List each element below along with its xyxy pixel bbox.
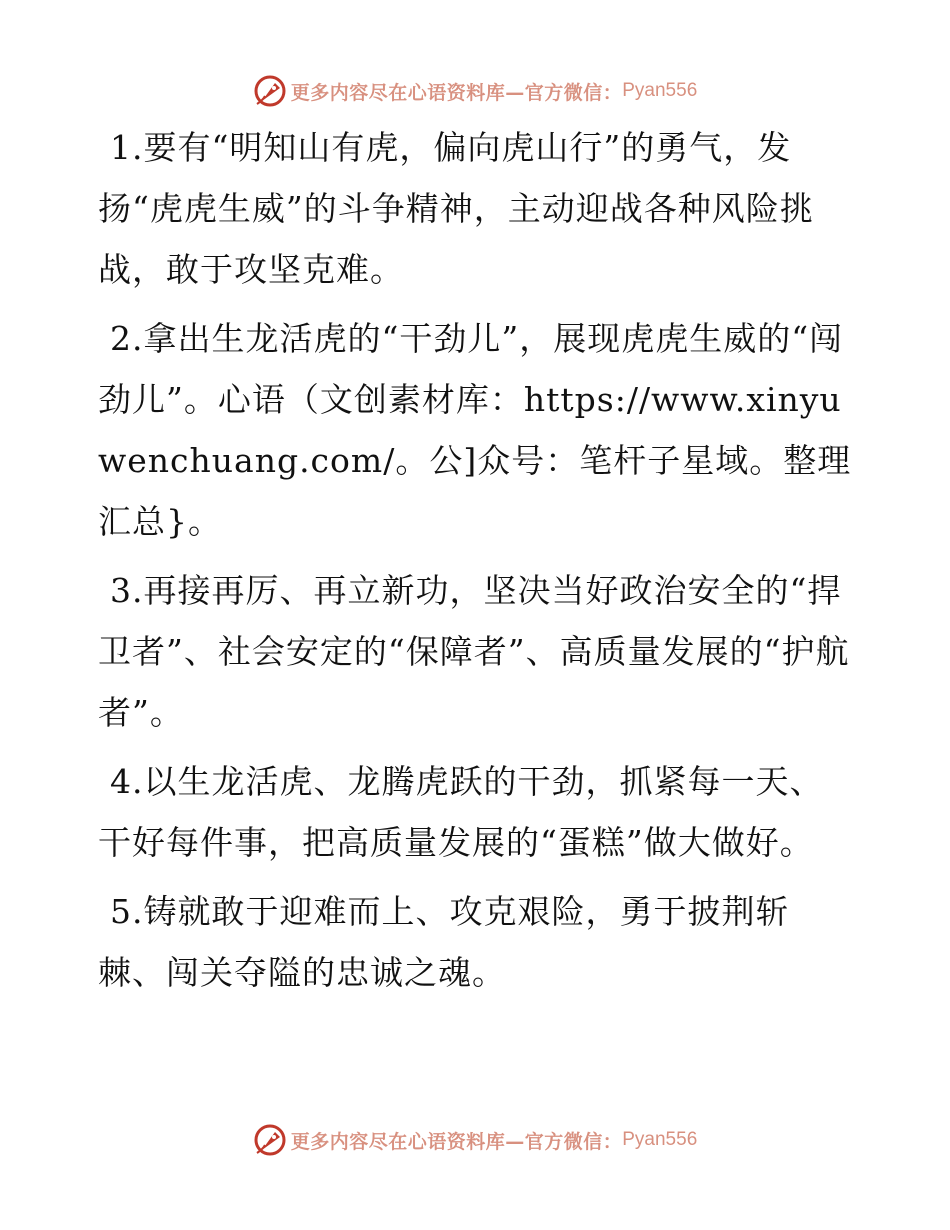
pen-nib-logo-icon — [253, 74, 287, 108]
paragraph-text: 以生龙活虎、龙腾虎跃的干劲，抓紧每一天、干好每件事，把高质量发展的“蛋糕”做大做好。 — [98, 762, 824, 862]
header-banner — [0, 71, 950, 111]
paragraph-number: 2. — [110, 319, 144, 358]
footer-banner-text: 更多内容尽在心语资料库—官方微信： — [290, 1130, 623, 1153]
document-body — [98, 117, 853, 1011]
footer-banner — [0, 1120, 950, 1160]
footer-banner-id: Pyan556 — [622, 1129, 698, 1150]
paragraph-number: 4. — [110, 762, 144, 801]
paragraph-text: 拿出生龙活虎的“干劲儿”，展现虎虎生威的“闯劲儿”。心语（文创素材库：https://www.xinyuwenchuang.com/。公]众号：笔杆子星域。整理汇总}。 — [98, 319, 852, 541]
paragraph-text: 要有“明知山有虎，偏向虎山行”的勇气，发扬“虎虎生威”的斗争精神，主动迎战各种风险挑战，敢于攻坚克难。 — [98, 128, 814, 289]
paragraph-1 — [98, 117, 853, 300]
header-banner-id: Pyan556 — [622, 80, 698, 101]
paragraph-5 — [98, 881, 853, 1003]
paragraph-3 — [98, 560, 853, 743]
paragraph-text: 铸就敢于迎难而上、攻克艰险，勇于披荆斩棘、闯关夺隘的忠诚之魂。 — [98, 892, 790, 992]
paragraph-text: 再接再厉、再立新功，坚决当好政治安全的“捍卫者”、社会安定的“保障者”、高质量发展的“护航者”。 — [98, 571, 850, 732]
paragraph-number: 1. — [110, 128, 144, 167]
paragraph-4 — [98, 751, 853, 873]
paragraph-number: 3. — [110, 571, 144, 610]
paragraph-number: 5. — [110, 892, 144, 931]
pen-nib-logo-icon — [253, 1123, 287, 1157]
paragraph-2 — [98, 308, 853, 552]
header-banner-text: 更多内容尽在心语资料库—官方微信： — [290, 81, 623, 104]
